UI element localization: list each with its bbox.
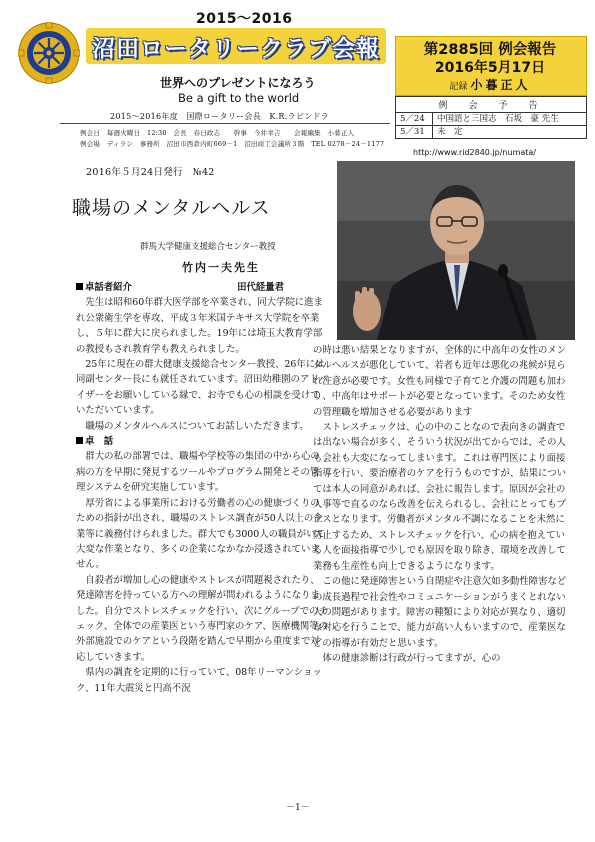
schedule-row (396, 126, 586, 138)
report-number: 第2885回 例会報告 (423, 42, 557, 58)
paragraph: 体の健康診断は行政が行ってますが、心の (322, 653, 501, 665)
slogan-japanese: 世界へのプレゼントになろう (160, 76, 316, 90)
speaker-photo (337, 161, 575, 340)
paragraph: 自殺者が増加し心の健康やストレスが問題視されたり、発達障害を持っている方への理解が問われるようになりました。自分でストレスチェックを行い、次にグループでのチェック、全体での産業医という専門家のケア、医療機関等の外部施設でのケアという段階を踏んで早期から重度まで対応していきます。 (76, 574, 329, 663)
paragraph: 先生は昭和60年群大医学部を卒業され、同大学院に進まれ公衆衛生学を専攻、平成３年米国テキサス大学院を卒業し、５年に群大に戻られました。19年には埼玉大教育学部の教授もされ教育学も教えられました。 (76, 297, 323, 355)
venue-info-line: 例会場 ディラン 事務所 沼田市西倉内町669－1 沼田商工会議所３階 TEL 0278－24－1177 (80, 140, 385, 148)
paragraph: ストレスチェックは、心の中のことなので表向きの調査では出ない場合が多く、そういう状況が出てからでは、その人も会社も大変になってしまいます。これは専門医により面接指導を行い、要治療者のケアを行うものですが、結果については本人の同意があれば、会社に報告します。原因が会社の人事等で直るのなら改善を伝えられるし、会社にとってもプラスとなります。労働者がメンタル不調になることを未然に防止するため、ストレスチェックを行い、心の病を抱えている人を面接指導で少しでも原因を取り除き、環境を改善して業務も生産性も向上できるようになります。 (313, 422, 566, 572)
fiscal-year-title: 2015～2016 (196, 11, 293, 27)
schedule-date: 5／24 (396, 113, 433, 125)
paragraph: 職場のメンタルヘルスについてお話しいただきます。 (85, 420, 309, 432)
right-column (313, 343, 573, 667)
speaker-affiliation: 群馬大学健康支援総合センター教授 (140, 242, 276, 252)
club-name-banner (86, 28, 386, 64)
club-name: 沼田ロータリークラブ会報 (92, 35, 380, 62)
recorder (400, 76, 580, 93)
paragraph: 25年に現在の群大健康支援総合センター教授、26年には同副センター長にも就任されています。沼田幼稚園のアドバイザーをお願いしている縁で、お寺でも心の相談を受けていただいています。 (76, 359, 328, 417)
article-title: 職場のメンタルヘルス (72, 197, 271, 219)
schedule-text: 未 定 (437, 127, 463, 137)
talk-heading: 卓 話 (76, 434, 328, 449)
paragraph: 県内の調査を定期的に行っていて、08年リーマンショック、11年大震災と円高不況 (76, 667, 322, 694)
schedule-row (396, 113, 586, 126)
schedule-box (395, 96, 587, 139)
slogan-english: Be a gift to the world (178, 91, 300, 105)
square-bullet-icon (76, 437, 83, 444)
schedule-title: 例 会 予 告 (396, 97, 586, 113)
intro-heading-row (76, 280, 328, 295)
header-divider (60, 123, 390, 124)
recorder-label: 記録 (449, 82, 468, 92)
paragraph: の時は悪い結果となりますが、全体的に中高年の女性のメンタルヘルスが悪化していて、若者も近年は悪化の兆候が見られ注意が必要です。女性も同様で子育てと介護の問題も加わり、中高年はサポートが必要となっています。そのため女性の管理職を増加させる必要があります (313, 345, 567, 418)
left-column (76, 280, 328, 696)
schedule-date: 5／31 (396, 126, 433, 138)
speaker-name: 竹内一夫先生 (182, 261, 260, 274)
report-date: 2016年5月17日 (434, 60, 546, 76)
page-number: －1－ (286, 803, 310, 813)
paragraph: 厚労省による事業所における労働者の心の健康づくりのための指針が出され、職場のストレス調査が50人以上の企業等に義務付けられました。群大でも3000人の職員がいて大変な作業となり、多くの企業になかなか浸透されていません。 (76, 497, 325, 571)
introducer-name: 田代経量君 (237, 282, 284, 293)
intro-heading: 卓話者紹介 (76, 280, 132, 295)
issue-date: 2016年５月24日発行 №42 (86, 167, 215, 178)
year-info: 2015～2016年度 国際ロータリー会長 K.R.ラビンドラ (110, 112, 330, 121)
square-bullet-icon (76, 283, 83, 290)
club-website-link[interactable]: http://www.rid2840.jp/numata/ (413, 148, 537, 157)
rotary-logo-icon (18, 22, 80, 84)
paragraph: 群大の私の部署では、職場や学校等の集団の中から心の病の方を早期に発見するツールやプログラム開発とその管理システムを研究実施しています。 (76, 451, 320, 494)
schedule-text: 中国語と三国志 石坂 豪 先生 (437, 114, 559, 124)
recorder-name: 小暮正人 (470, 78, 531, 92)
meeting-info-line: 例会日 毎週火曜日 12:30 会長 春日政志 幹事 今井幸吉 会報編集 小暮正人 (80, 129, 355, 137)
paragraph: この他に発達障害という自閉症や注意欠如多動性障害などの成長過程で社会性やコミュニケーションがうまくとれない人の問題があります。障害の種類により対応が異なり、適切な対応を行うことで、能力が高い人もいますので、産業医などの指導が有効だと思います。 (313, 576, 567, 649)
